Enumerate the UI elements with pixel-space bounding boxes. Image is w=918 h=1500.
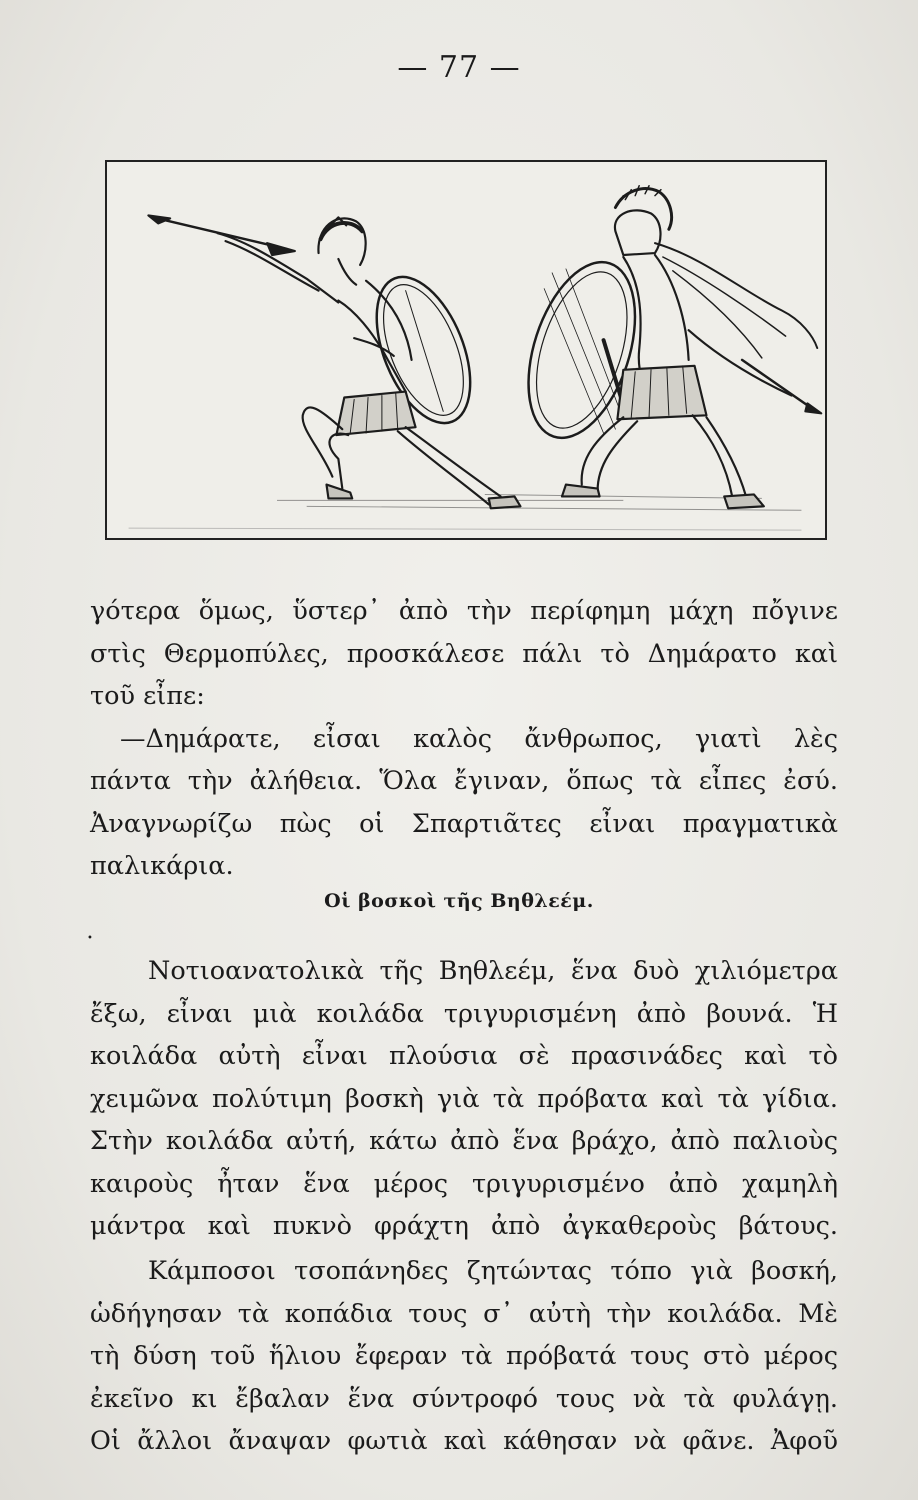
page-number: — 77 — (397, 50, 521, 85)
text-line: Στὴν κοιλάδα αὐτή, κάτω ἀπὸ ἕνα βράχο, ἀπὸ παλιοὺς (90, 1126, 838, 1156)
text-line: Οἱ ἄλλοι ἄναψαν φωτιὰ καὶ κάθησαν νὰ φᾶνε. Ἀφοῦ (90, 1426, 838, 1456)
paragraph-shepherds (90, 1250, 838, 1463)
text-line: παλικάρια. (90, 851, 234, 881)
text-line: στὶς Θερμοπύλες, προσκάλεσε πάλι τὸ Δημάρατο καὶ (90, 638, 838, 669)
text-line: Κάμποσοι τσοπάνηδες ζητώντας τόπο γιὰ βοσκή, (148, 1256, 838, 1286)
paragraph-thermopylae (90, 590, 838, 888)
text-line: χειμῶνα πολύτιμη βοσκὴ γιὰ τὰ πρόβατα καὶ τὰ γίδια. (90, 1083, 838, 1114)
text-line: Νοτιοανατολικὰ τῆς Βηθλεέμ, ἕνα δυὸ χιλιόμετρα (148, 956, 838, 986)
text-line: κοιλάδα αὐτὴ εἶναι πλούσια σὲ πρασινάδες καὶ τὸ (90, 1041, 838, 1071)
right-warrior (508, 186, 821, 509)
two-hoplite-warriors-figure (107, 162, 825, 538)
text-line: γότερα ὅμως, ὕστερ᾽ ἀπὸ τὴν περίφημη μάχη πὄγινε (90, 596, 838, 626)
text-line: Ἀναγνωρίζω πὼς οἱ Σπαρτιᾶτες εἶναι πραγματικὰ (90, 808, 838, 839)
text-line: ἔξω, εἶναι μιὰ κοιλάδα τριγυρισμένη ἀπὸ βουνά. Ἡ (90, 998, 838, 1029)
left-warrior (148, 215, 520, 508)
text-line: τοῦ εἶπε: (90, 681, 205, 711)
section-heading: Οἱ βοσκοὶ τῆς Βηθλεέμ. (324, 890, 594, 912)
text-line: —Δημάρατε, εἶσαι καλὸς ἄνθρωπος, γιατὶ λὲς (120, 723, 838, 754)
text-line: τὴ δύση τοῦ ἥλιου ἔφεραν τὰ πρόβατά τους στὸ μέρος (90, 1341, 838, 1371)
text-line: καιροὺς ἦταν ἕνα μέρος τριγυρισμένο ἀπὸ χαμηλὴ (90, 1168, 838, 1199)
text-line: πάντα τὴν ἀλήθεια. Ὅλα ἔγιναν, ὅπως τὰ εἶπες ἐσύ. (90, 766, 838, 796)
text-line: ὡδήγησαν τὰ κοπάδια τους σ᾽ αὐτὴ τὴν κοιλάδα. Μὲ (90, 1298, 838, 1329)
stray-mark: • (87, 933, 93, 944)
paragraph-bethlehem-valley (90, 950, 838, 1248)
text-line: μάντρα καὶ πυκνὸ φράχτη ἀπὸ ἀγκαθεροὺς βάτους. (90, 1211, 838, 1241)
warriors-illustration (105, 160, 827, 540)
text-line: ἐκεῖνο κι ἔβαλαν ἕνα σύντροφό τους νὰ τὰ φυλάγῃ. (90, 1383, 838, 1414)
